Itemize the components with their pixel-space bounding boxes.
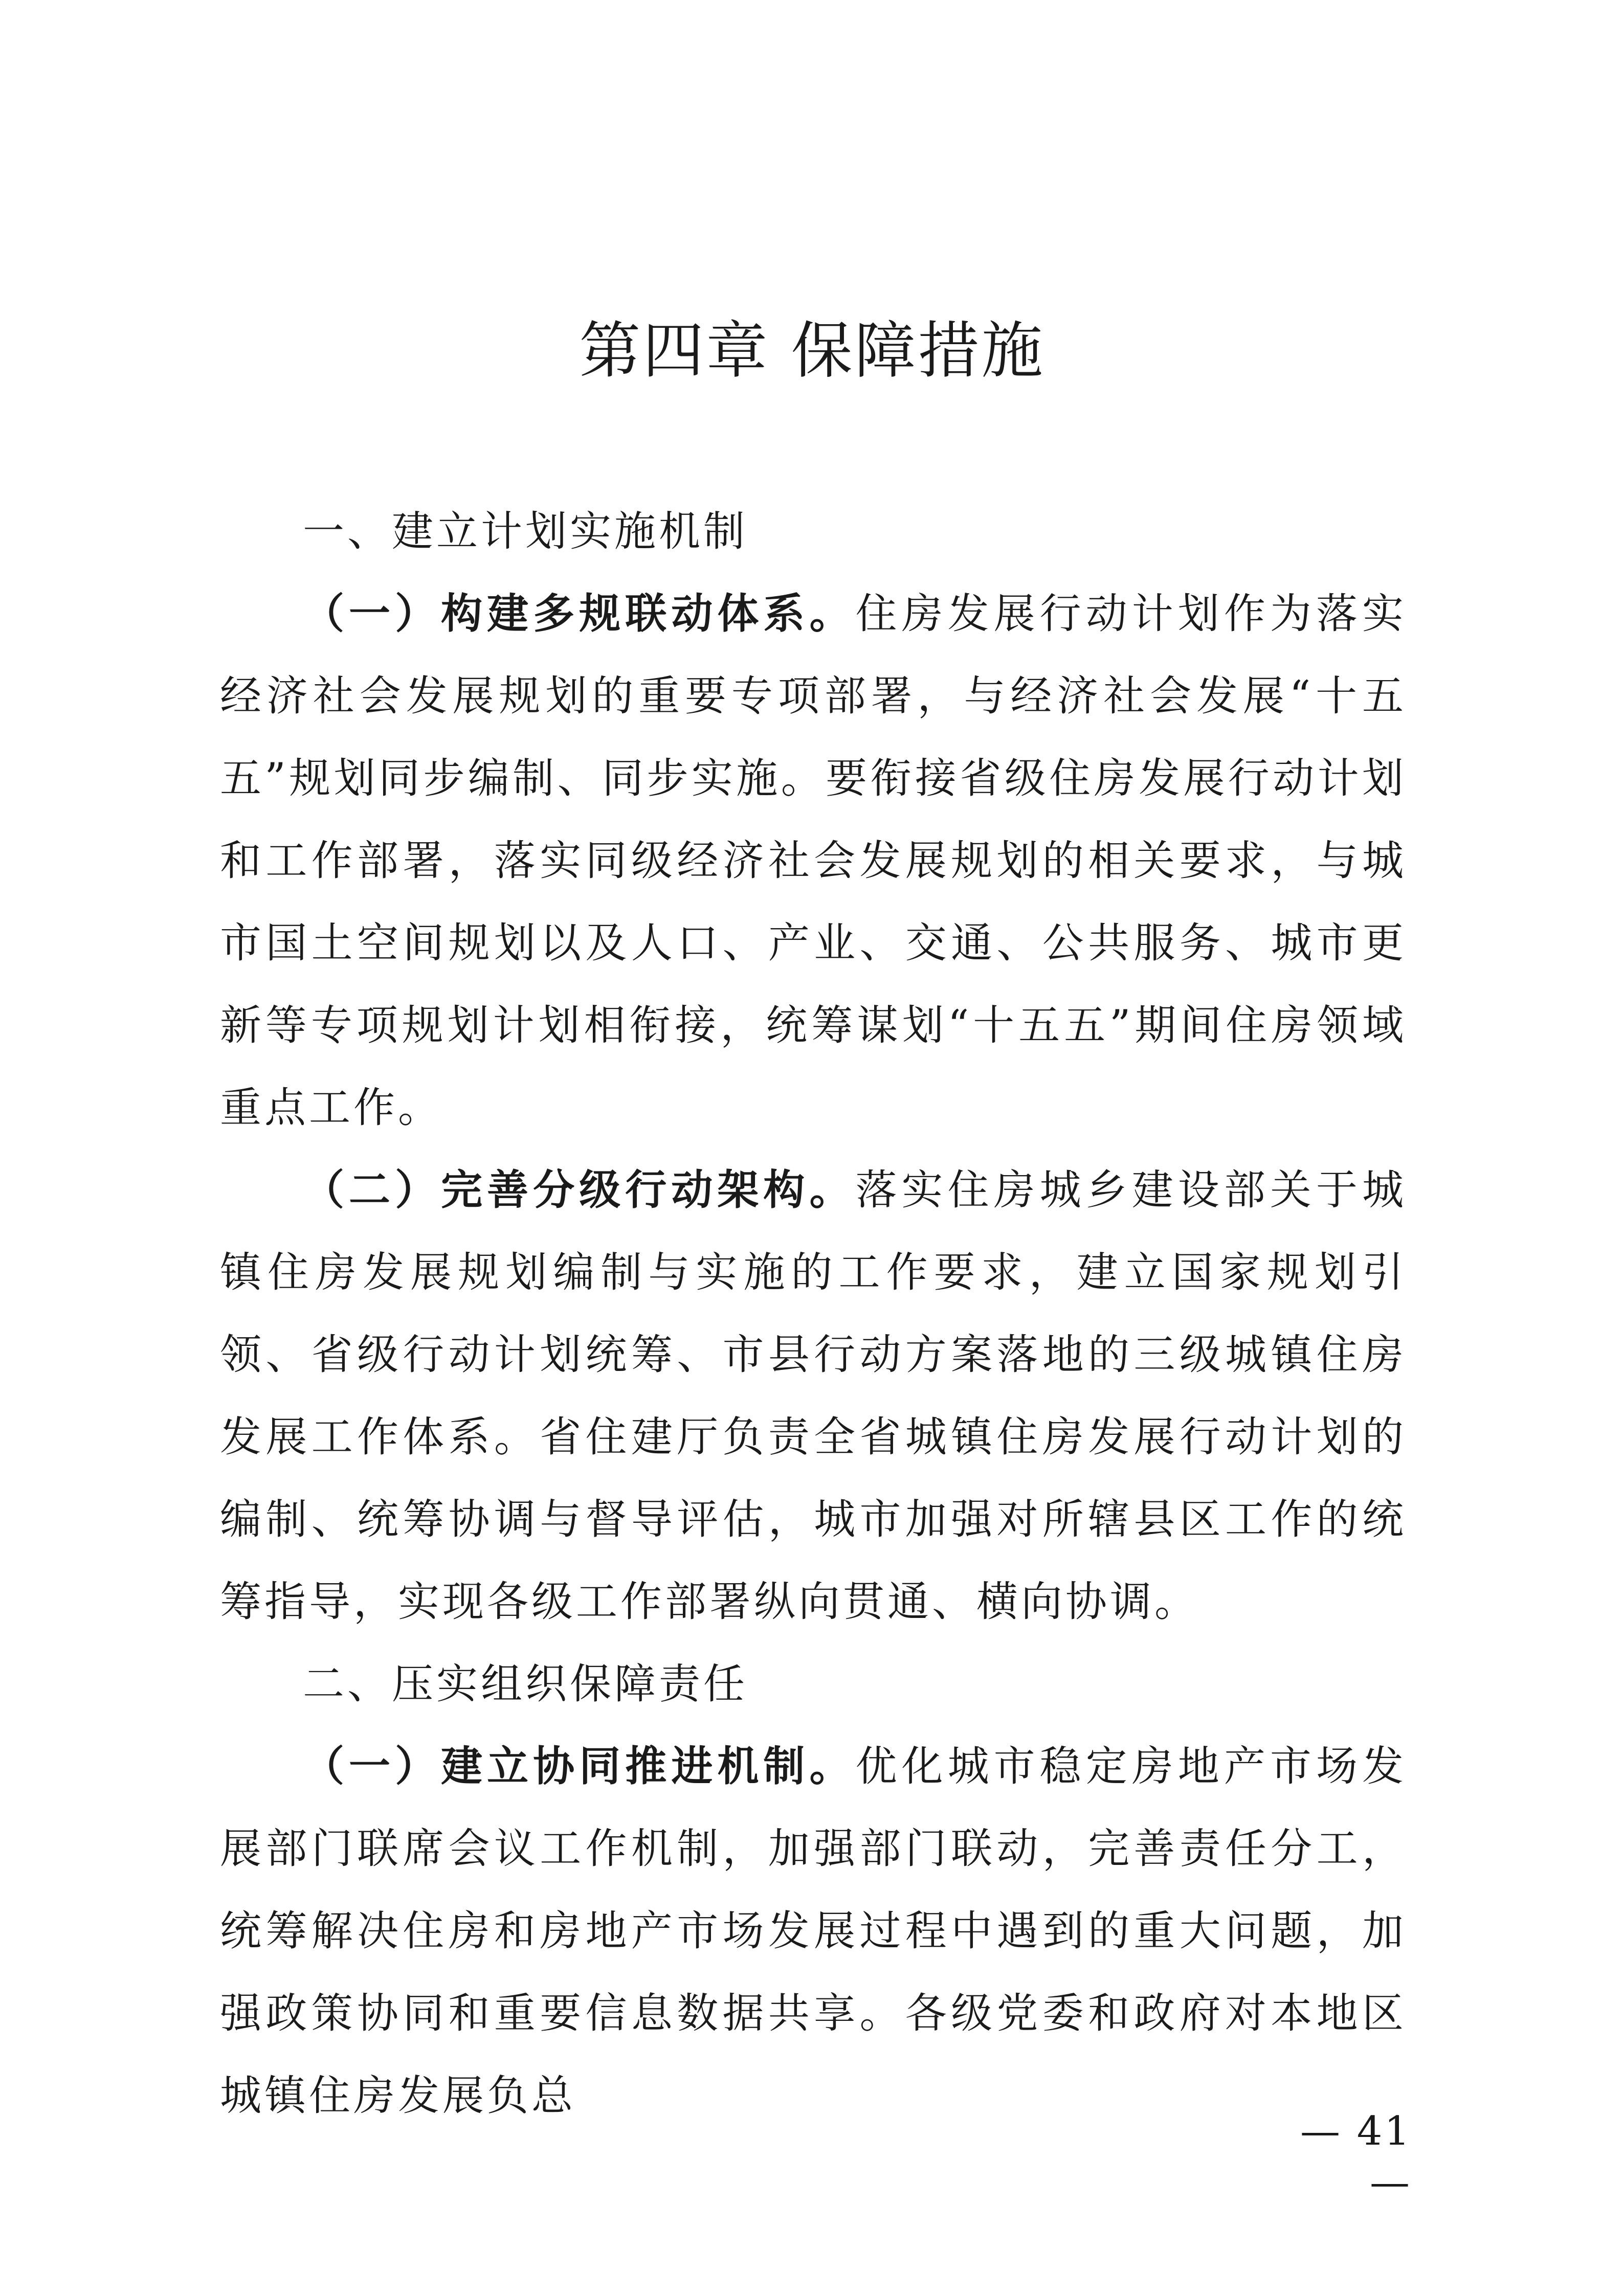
paragraph-1-2 — [220, 1150, 1407, 1644]
document-body — [220, 491, 1407, 2137]
paragraph-1-1 — [220, 573, 1407, 1150]
section-heading-1: 一、建立计划实施机制 — [303, 508, 748, 556]
chapter-title: 第四章 保障措施 — [579, 316, 1045, 387]
page-number: — 41 — — [1300, 2108, 1412, 2205]
paragraph-lead: （一）建立协同推进机制。 — [303, 1743, 856, 1791]
paragraph-lead: （二）完善分级行动架构。 — [303, 1166, 856, 1214]
section-heading-2: 二、压实组织保障责任 — [303, 1660, 748, 1708]
paragraph-text: 住房发展行动计划作为落实经济社会发展规划的重要专项部署，与经济社会发展“十五五”规划同步编制、同步实施。要衔接省级住房发展行动计划和工作部署，落实同级经济社会发展规划的相关要求，与城市国土空间规划以及人口、产业、交通、公共服务、城市更新等专项规划计划相衔接，统筹谋划“十五五”期间住房领域重点工作。 — [220, 590, 1407, 1132]
paragraph-2-1 — [220, 1726, 1407, 2137]
paragraph-text: 优化城市稳定房地产市场发展部门联席会议工作机制，加强部门联动，完善责任分工，统筹解决住房和房地产市场发展过程中遇到的重大问题，加强政策协同和重要信息数据共享。各级党委和政府对本地区城镇住房发展负总 — [220, 1743, 1407, 2120]
paragraph-lead: （一）构建多规联动体系。 — [303, 590, 856, 638]
paragraph-text: 落实住房城乡建设部关于城镇住房发展规划编制与实施的工作要求，建立国家规划引领、省级行动计划统筹、市县行动方案落地的三级城镇住房发展工作体系。省住建厅负责全省城镇住房发展行动计划的编制、统筹协调与督导评估，城市加强对所辖县区工作的统筹指导，实现各级工作部署纵向贯通、横向协调。 — [220, 1166, 1407, 1626]
